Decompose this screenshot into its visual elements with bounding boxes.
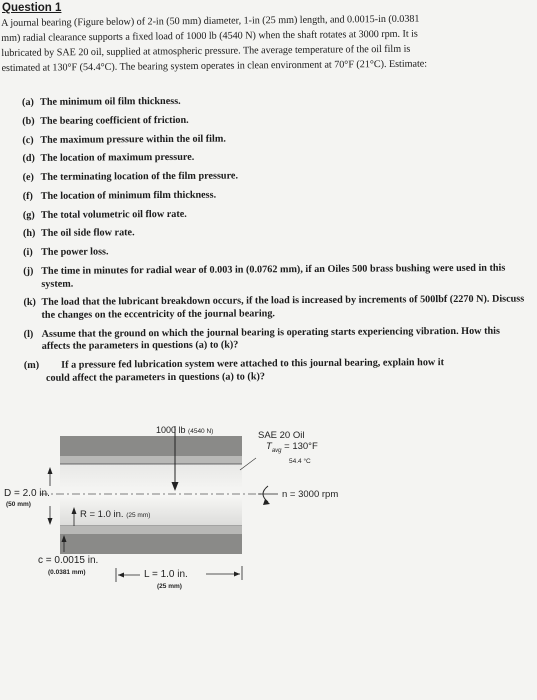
question-label: (f) xyxy=(22,190,33,202)
question-label: (m) xyxy=(23,360,40,372)
question-label: (c) xyxy=(22,134,34,146)
tavg-value: = 130°F xyxy=(284,441,318,452)
question-text: The total volumetric oil flow rate. xyxy=(40,208,187,221)
question-text: Assume that the ground on which the journal bearing is operating starts experiencing vibration. How this affects the parameters in questions (a) to (k)? xyxy=(41,325,500,353)
load-si: (4540 N) xyxy=(188,428,214,435)
clearance-si: (0.0381 mm) xyxy=(48,569,86,576)
question-label: (a) xyxy=(22,96,34,108)
bearing-shell-top xyxy=(60,436,242,456)
question-text: The load that the lubricant breakdown occurs, if the load is increased by increments of 500lbf (2270 N). Discuss the changes on the eccentricity of the journal bearing. xyxy=(41,293,525,321)
oil-film-top xyxy=(60,456,242,464)
bearing-shell-bottom xyxy=(60,534,242,554)
question-label: (h) xyxy=(22,228,36,240)
question-text: If a pressure fed lubrication system were attached to this journal bearing, explain how it xyxy=(61,357,445,371)
load-value: 1000 lb xyxy=(156,425,186,435)
question-label: (k) xyxy=(23,297,36,309)
question-text: The oil side flow rate. xyxy=(40,227,135,240)
question-heading: Question 1 xyxy=(2,2,62,14)
oil-film-bottom xyxy=(60,526,242,534)
tavg-label xyxy=(266,441,318,454)
tavg-subscript: avg xyxy=(271,447,282,454)
question-label: (e) xyxy=(22,172,34,184)
question-label: (j) xyxy=(23,265,34,278)
question-label: (g) xyxy=(22,209,35,221)
question-text: The terminating location of the film pressure. xyxy=(40,170,239,183)
intro-line: lubricated by SAE 20 oil, supplied at atmospheric pressure. The average temperature of the oil film is xyxy=(1,43,411,59)
question-text: The location of minimum film thickness. xyxy=(40,189,217,202)
question-m-line2: could affect the parameters in questions (a) to (k)? xyxy=(45,371,266,384)
question-label: (l) xyxy=(23,328,34,340)
intro-line: A journal bearing (Figure below) of 2-in (50 mm) diameter, 1-in (25 mm) length, and 0.0015-in (0.0381 xyxy=(1,13,420,29)
intro-line: mm) radial clearance supports a fixed load of 1000 lb (4540 N) when the shaft rotates at 3000 rpm. It is xyxy=(1,28,418,44)
question-text: The power loss. xyxy=(41,246,109,259)
tavg-symbol: T xyxy=(266,441,272,452)
speed-label: n = 3000 rpm xyxy=(282,489,339,500)
question-text: The location of maximum pressure. xyxy=(40,152,195,165)
question-label: (b) xyxy=(22,115,35,127)
question-label: (i) xyxy=(23,247,33,259)
radius-si: (25 mm) xyxy=(126,512,151,519)
question-text: The time in minutes for radial wear of 0.003 in (0.0762 mm), if an Oiles 500 brass bushing were used in this system. xyxy=(41,262,506,290)
length-label: L = 1.0 in. xyxy=(144,569,188,580)
question-text: The maximum pressure within the oil film. xyxy=(40,133,226,146)
radius-label xyxy=(80,509,150,520)
tavg-si: 54.4 °C xyxy=(289,458,311,465)
intro-line: estimated at 130°F (54.4°C). The bearing system operates in clean environment at 70°F (21°C). Estimate: xyxy=(1,58,428,74)
load-label xyxy=(156,425,213,435)
question-label: (d) xyxy=(22,153,35,165)
question-text: The minimum oil film thickness. xyxy=(39,95,181,108)
oil-leader xyxy=(240,458,256,470)
diameter-si: (50 mm) xyxy=(6,501,31,508)
radius-value: R = 1.0 in. xyxy=(80,509,124,520)
oil-label: SAE 20 Oil xyxy=(258,430,305,441)
diameter-label: D = 2.0 in. xyxy=(4,488,50,499)
clearance-label: c = 0.0015 in. xyxy=(38,555,99,566)
length-si: (25 mm) xyxy=(157,583,182,590)
question-text: The bearing coefficient of friction. xyxy=(40,114,189,127)
